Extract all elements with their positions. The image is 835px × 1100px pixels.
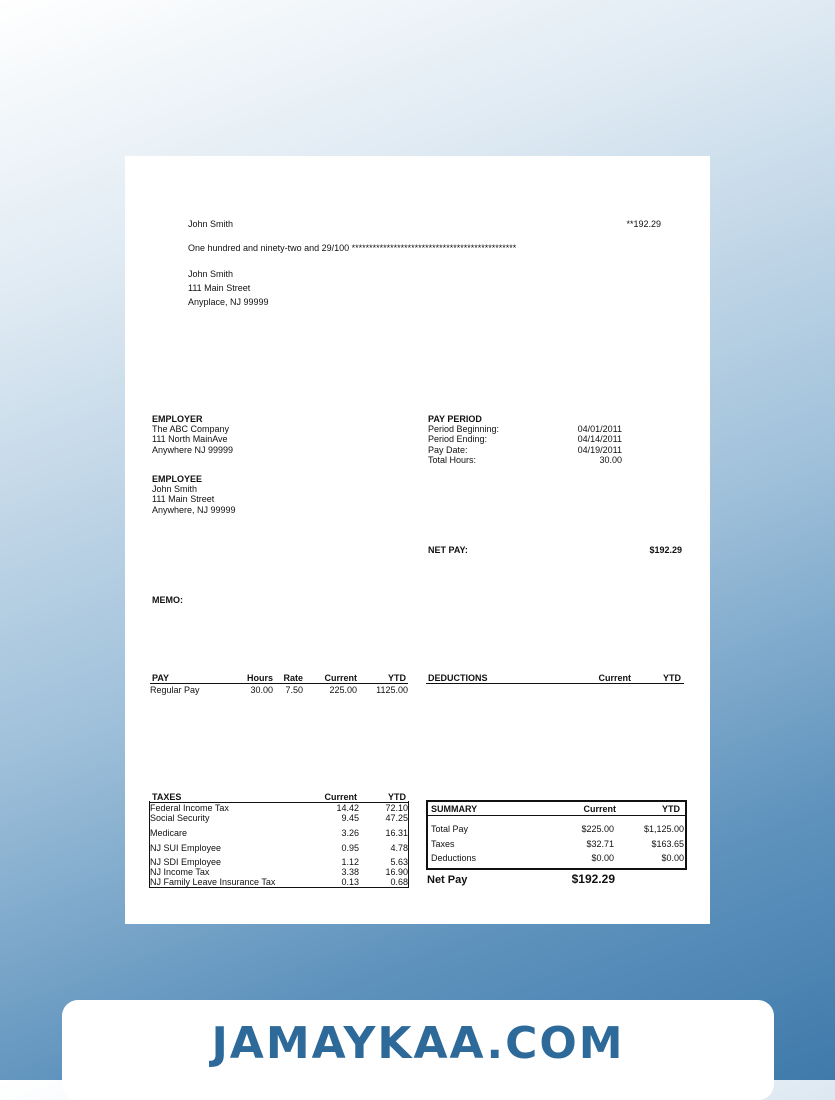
pay-period-value: 04/19/2011 bbox=[577, 445, 622, 455]
check-payee: John Smith bbox=[188, 219, 234, 229]
summary-row-current: $225.00 bbox=[581, 824, 614, 834]
deductions-table-rule bbox=[426, 683, 684, 684]
check-amount: **192.29 bbox=[626, 219, 661, 229]
memo-label: MEMO: bbox=[152, 595, 183, 605]
pay-header: PAY bbox=[152, 673, 170, 683]
tax-row-name: Social Security bbox=[150, 813, 210, 823]
summary-row-ytd: $163.65 bbox=[651, 839, 684, 849]
pay-period-value: 30.00 bbox=[599, 455, 622, 465]
pay-period-label: Period Ending: bbox=[428, 434, 488, 444]
employer-line: The ABC Company bbox=[152, 424, 230, 434]
summary-current-header: Current bbox=[583, 804, 616, 814]
taxes-box bbox=[149, 801, 409, 888]
tax-row-ytd: 4.78 bbox=[390, 843, 408, 853]
employee-line: Anywhere, NJ 99999 bbox=[152, 505, 236, 515]
tax-row-current: 14.42 bbox=[336, 803, 359, 813]
pay-row-ytd: 1125.00 bbox=[376, 685, 408, 695]
check-address-line: Anyplace, NJ 99999 bbox=[188, 297, 269, 307]
pay-row-rate: 7.50 bbox=[285, 685, 303, 695]
check-address-line: John Smith bbox=[188, 269, 234, 279]
pay-row-current: 225.00 bbox=[329, 685, 357, 695]
pay-period-value: 04/14/2011 bbox=[577, 434, 622, 444]
summary-row-label: Taxes bbox=[431, 839, 455, 849]
pay-period-label: Period Beginning: bbox=[428, 424, 500, 434]
tax-row-ytd: 5.63 bbox=[390, 857, 408, 867]
summary-row-label: Deductions bbox=[431, 853, 477, 863]
summary-header: SUMMARY bbox=[431, 804, 478, 814]
pay-rate-header: Rate bbox=[283, 673, 303, 683]
pay-period-heading: PAY PERIOD bbox=[428, 414, 482, 424]
pay-period-value: 04/01/2011 bbox=[577, 424, 622, 434]
tax-row-name: NJ Income Tax bbox=[150, 867, 210, 877]
summary-net-pay-value: $192.29 bbox=[571, 872, 615, 886]
tax-row-ytd: 16.90 bbox=[385, 867, 408, 877]
pay-period-label: Pay Date: bbox=[428, 445, 468, 455]
pay-period-label: Total Hours: bbox=[428, 455, 477, 465]
deductions-current-header: Current bbox=[598, 673, 631, 683]
summary-row-ytd: $1,125.00 bbox=[643, 824, 684, 834]
pay-table-rule bbox=[150, 683, 408, 684]
tax-row-current: 3.26 bbox=[341, 828, 359, 838]
pay-row-name: Regular Pay bbox=[150, 685, 200, 695]
summary-rule bbox=[428, 815, 685, 816]
employee-line: 111 Main Street bbox=[152, 494, 215, 504]
tax-row-name: Medicare bbox=[150, 828, 188, 838]
tax-row-name: NJ SDI Employee bbox=[150, 857, 222, 867]
tax-row-ytd: 0.68 bbox=[390, 877, 408, 887]
tax-row-current: 0.95 bbox=[341, 843, 359, 853]
check-amount-words: One hundred and ninety-two and 29/100 *********************************************** bbox=[188, 243, 517, 253]
check-address-line: 111 Main Street bbox=[188, 283, 251, 293]
taxes-ytd-header: YTD bbox=[388, 792, 406, 802]
summary-row-current: $32.71 bbox=[586, 839, 614, 849]
employee-line: John Smith bbox=[152, 484, 198, 494]
pay-current-header: Current bbox=[324, 673, 357, 683]
tax-row-current: 9.45 bbox=[341, 813, 359, 823]
tax-row-ytd: 47.25 bbox=[385, 813, 408, 823]
tax-row-name: Federal Income Tax bbox=[150, 803, 229, 813]
tax-row-ytd: 16.31 bbox=[385, 828, 408, 838]
summary-row-current: $0.00 bbox=[591, 853, 614, 863]
footer-banner bbox=[62, 1000, 774, 1100]
summary-row-label: Total Pay bbox=[431, 824, 469, 834]
taxes-current-header: Current bbox=[324, 792, 357, 802]
summary-ytd-header: YTD bbox=[662, 804, 680, 814]
pay-hours-header: Hours bbox=[246, 673, 273, 683]
pay-row-hours: 30.00 bbox=[250, 685, 273, 695]
deductions-header: DEDUCTIONS bbox=[428, 673, 488, 683]
tax-row-name: NJ SUI Employee bbox=[150, 843, 222, 853]
pay-ytd-header: YTD bbox=[388, 673, 406, 683]
summary-box bbox=[426, 800, 687, 870]
paystub-document bbox=[125, 156, 710, 924]
summary-row-ytd: $0.00 bbox=[661, 853, 684, 863]
employer-heading: EMPLOYER bbox=[152, 414, 203, 424]
net-pay-label: NET PAY: bbox=[428, 545, 468, 555]
taxes-header: TAXES bbox=[152, 792, 182, 802]
tax-row-current: 3.38 bbox=[341, 867, 359, 877]
tax-row-ytd: 72.10 bbox=[385, 803, 408, 813]
tax-row-name: NJ Family Leave Insurance Tax bbox=[150, 877, 276, 887]
deductions-ytd-header: YTD bbox=[663, 673, 681, 683]
tax-row-current: 0.13 bbox=[341, 877, 359, 887]
site-watermark: JAMAYKAA.COM bbox=[211, 1018, 625, 1069]
employee-heading: EMPLOYEE bbox=[152, 474, 203, 484]
summary-net-pay-label: Net Pay bbox=[427, 874, 468, 886]
employer-line: 111 North MainAve bbox=[152, 434, 228, 444]
employer-line: Anywhere NJ 99999 bbox=[152, 445, 234, 455]
tax-row-current: 1.12 bbox=[341, 857, 359, 867]
net-pay-value: $192.29 bbox=[649, 545, 682, 555]
